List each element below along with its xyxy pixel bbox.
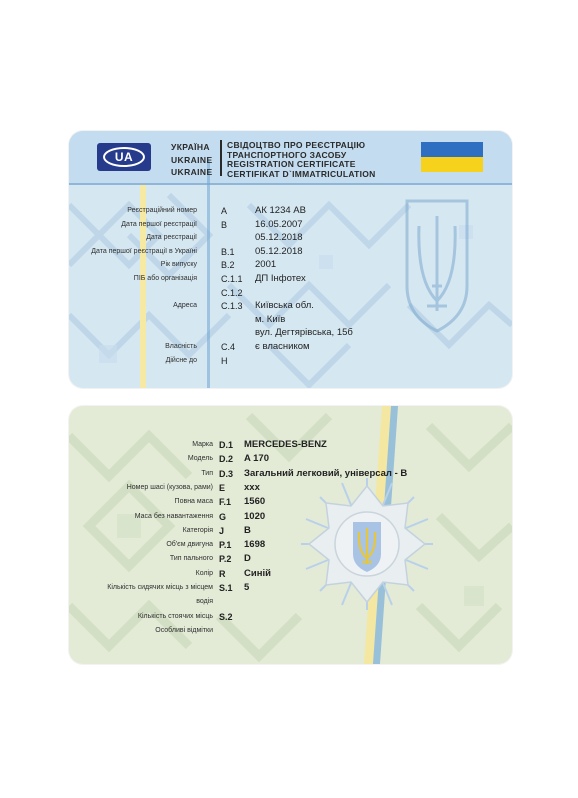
front-field-value: АК 1234 АВ: [255, 205, 306, 216]
back-field-label: Категорія: [182, 526, 213, 534]
back-field-code: E: [219, 482, 226, 493]
front-field-label: Дата реєстрації: [146, 234, 197, 242]
back-field-value: A 170: [244, 453, 269, 465]
back-field-value: Загальний легковий, універсал - В: [244, 467, 408, 479]
front-fields: [69, 131, 512, 388]
front-field-code: B.2: [221, 260, 235, 271]
title-line-4: CERTIFIKAT D`IMMATRICULATION: [227, 168, 376, 179]
back-field-label: Кількість стоячих місць: [137, 612, 213, 620]
front-field-code: C.1.1: [221, 274, 243, 284]
back-field-code: J: [219, 525, 225, 536]
ua-logo-text: UA: [103, 147, 145, 167]
title-line-1: СВІДОЦТВО ПРО РЕЄСТРАЦІЮ: [227, 140, 366, 150]
back-field-label: Повна маса: [174, 498, 213, 506]
front-field-label: [69, 286, 197, 300]
front-field-label: Рік випуску: [160, 261, 197, 269]
back-field-value: 1020: [244, 510, 266, 522]
front-field-value: Київська обл.: [255, 300, 314, 312]
front-field-label: Адреса: [173, 302, 197, 310]
front-field-value: 16.05.2007: [255, 218, 303, 230]
back-field-label: Особливі відмітки: [155, 626, 213, 634]
back-fields: [69, 406, 512, 663]
country-line-uk: УКРАЇНА: [171, 142, 210, 152]
front-field-code: B: [221, 219, 228, 230]
front-field-value: є власником: [255, 341, 310, 352]
front-field-value: ДП Інфотех: [255, 273, 306, 284]
back-field-code: P.1: [219, 540, 232, 551]
back-field-code: D.2: [219, 454, 234, 465]
title-line-3: REGISTRATION CERTIFICATE: [227, 159, 356, 169]
title-line-2: ТРАНСПОРТНОГО ЗАСОБУ: [227, 149, 347, 160]
front-field-value: 05.12.2018: [255, 232, 303, 244]
front-field-code: C.1.2: [221, 287, 243, 298]
registration-certificate-back: [69, 406, 512, 664]
front-field-code: C.1.3: [221, 301, 243, 312]
front-field-label: Реєстраційний номер: [127, 207, 197, 214]
registration-certificate-front: [69, 131, 512, 388]
back-field-label: водія: [196, 598, 213, 606]
back-field-value: MERCEDES-BENZ: [244, 439, 327, 450]
front-field-label: Дата першої реєстрації: [121, 220, 197, 228]
country-line-en: UKRAINE: [171, 154, 213, 165]
front-field-code: C.4: [221, 342, 236, 352]
front-field-value: 2001: [255, 259, 277, 271]
front-field-value: вул. Дегтярівська, 15б: [255, 327, 353, 339]
back-field-value: 5: [244, 582, 250, 593]
country-line-fr: UKRAINE: [171, 167, 213, 177]
back-field-code: R: [219, 568, 226, 579]
back-field-label: Тип пального: [169, 555, 213, 563]
back-field-value: D: [244, 553, 251, 565]
back-field-value: 1698: [244, 539, 266, 551]
back-field-label: Марка: [192, 441, 213, 448]
back-field-code: G: [219, 511, 227, 522]
back-field-code: S.2: [219, 611, 233, 622]
back-field-label: Тип: [201, 469, 213, 477]
front-field-code: A: [221, 206, 228, 216]
back-field-code: F.1: [219, 497, 232, 508]
back-field-code: S.1: [219, 583, 233, 593]
back-field-value: B: [244, 524, 251, 536]
front-field-label: Власність: [165, 343, 197, 350]
back-field-code: D.1: [219, 440, 234, 450]
back-field-label: Номер шасі (кузова, рами): [126, 483, 213, 491]
front-field-label: Дійсне до: [165, 356, 197, 364]
front-field-value: м. Київ: [255, 313, 286, 325]
front-field-label: Дата першої реєстрації в Україні: [91, 247, 197, 255]
back-field-label: Колір: [195, 569, 213, 577]
back-field-label: Маса без навантаження: [134, 512, 213, 520]
back-field-value: 1560: [244, 496, 266, 508]
back-field-label: Модель: [187, 455, 213, 463]
back-field-label: Кількість сидячих місць з місцем: [107, 584, 213, 591]
back-field-value: xxx: [244, 481, 260, 493]
back-field-code: P.2: [219, 554, 232, 565]
front-field-label: [69, 326, 197, 340]
front-field-code: H: [221, 355, 228, 366]
front-field-code: B.1: [221, 246, 235, 257]
front-field-label: ПІБ або організація: [133, 275, 197, 282]
back-field-value: Синій: [244, 567, 271, 579]
front-field-label: [69, 313, 197, 327]
front-field-value: 05.12.2018: [255, 245, 303, 257]
back-field-code: D.3: [219, 468, 234, 479]
back-field-label: Об'єм двигуна: [166, 541, 213, 549]
